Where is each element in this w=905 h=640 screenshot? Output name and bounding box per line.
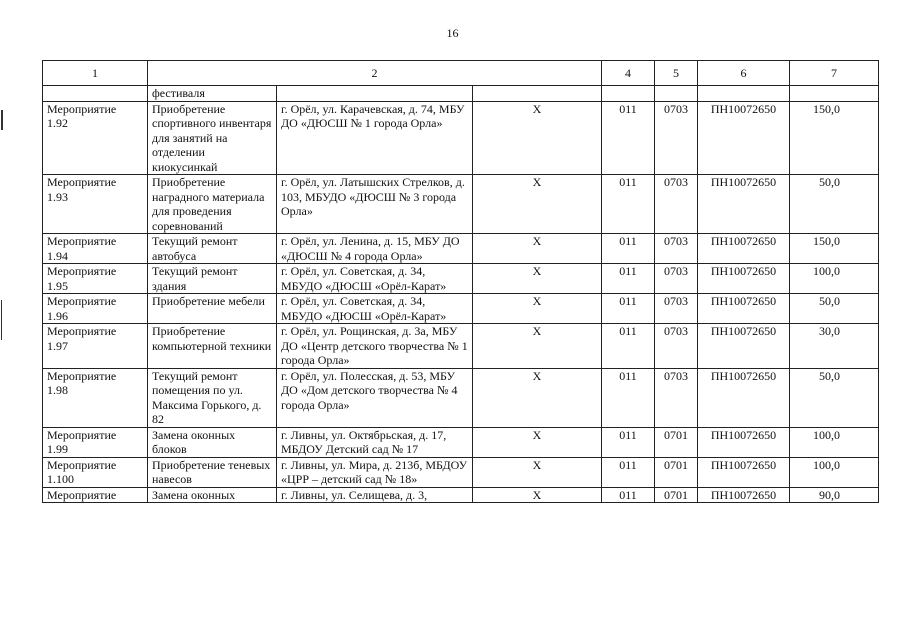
name-cell: Текущий ремонт автобуса — [148, 234, 277, 264]
table-row — [43, 234, 879, 264]
scan-artifact — [1, 110, 3, 130]
name-cell: Приобретение мебели — [148, 294, 277, 324]
col5-cell: 0703 — [655, 175, 698, 234]
col4-cell: 011 — [602, 234, 655, 264]
col3-cell: Х — [473, 427, 602, 457]
address-cell: г. Ливны, ул. Селищева, д. 3, — [277, 487, 473, 503]
col7-cell: 150,0 — [790, 234, 879, 264]
address-cell: г. Орёл, ул. Ленина, д. 15, МБУ ДО «ДЮСШ № 4 города Орла» — [277, 234, 473, 264]
event-cell: Мероприятие 1.97 — [43, 324, 148, 369]
col5-cell: 0701 — [655, 457, 698, 487]
col5-cell: 0703 — [655, 101, 698, 175]
col5-cell: 0703 — [655, 294, 698, 324]
address-cell: г. Орёл, ул. Рощинская, д. 3а, МБУ ДО «Центр детского творчества № 1 города Орла» — [277, 324, 473, 369]
col4-cell: 011 — [602, 264, 655, 294]
col3-cell: Х — [473, 487, 602, 503]
col4-cell: 011 — [602, 101, 655, 175]
name-cell: Текущий ремонт здания — [148, 264, 277, 294]
event-cell: Мероприятие 1.100 — [43, 457, 148, 487]
col7-cell: 30,0 — [790, 324, 879, 369]
col6-cell: ПН10072650 — [698, 324, 790, 369]
header-cell: 6 — [698, 61, 790, 86]
col7-cell: 50,0 — [790, 368, 879, 427]
col7-cell: 150,0 — [790, 101, 879, 175]
col3-cell: Х — [473, 101, 602, 175]
col5-cell: 0703 — [655, 368, 698, 427]
table-row — [43, 427, 879, 457]
table-row — [43, 457, 879, 487]
address-cell: г. Орёл, ул. Латышских Стрелков, д. 103, МБУДО «ДЮСШ № 3 города Орла» — [277, 175, 473, 234]
col6-cell: ПН10072650 — [698, 457, 790, 487]
col3-cell: Х — [473, 175, 602, 234]
col6-cell: ПН10072650 — [698, 427, 790, 457]
table-row — [43, 294, 879, 324]
col4-cell: 011 — [602, 324, 655, 369]
budget-table — [42, 60, 879, 503]
name-cell: Текущий ремонт помещения по ул. Максима Горького, д. 82 — [148, 368, 277, 427]
header-cell: 5 — [655, 61, 698, 86]
address-cell: г. Орёл, ул. Советская, д. 34, МБУДО «ДЮСШ «Орёл-Карат» — [277, 264, 473, 294]
col6-cell: ПН10072650 — [698, 487, 790, 503]
col5-cell: 0703 — [655, 234, 698, 264]
address-cell: г. Ливны, ул. Октябрьская, д. 17, МБДОУ Детский сад № 17 — [277, 427, 473, 457]
col7-cell: 90,0 — [790, 487, 879, 503]
address-cell: г. Орёл, ул. Советская, д. 34, МБУДО «ДЮСШ «Орёл-Карат» — [277, 294, 473, 324]
event-cell: Мероприятие 1.96 — [43, 294, 148, 324]
col7-cell: 50,0 — [790, 175, 879, 234]
col6-cell: ПН10072650 — [698, 264, 790, 294]
col6-cell: ПН10072650 — [698, 234, 790, 264]
continuation-text: фестиваля — [148, 86, 277, 102]
event-cell: Мероприятие 1.98 — [43, 368, 148, 427]
header-cell: 2 — [148, 61, 602, 86]
col3-cell: Х — [473, 234, 602, 264]
col5-cell: 0701 — [655, 487, 698, 503]
col7-cell: 100,0 — [790, 427, 879, 457]
col3-cell: Х — [473, 294, 602, 324]
event-cell: Мероприятие 1.95 — [43, 264, 148, 294]
address-cell: г. Орёл, ул. Полесская, д. 53, МБУ ДО «Дом детского творчества № 4 города Орла» — [277, 368, 473, 427]
col5-cell: 0703 — [655, 324, 698, 369]
table-row — [43, 324, 879, 369]
name-cell: Замена оконных — [148, 487, 277, 503]
col3-cell: Х — [473, 368, 602, 427]
col6-cell: ПН10072650 — [698, 175, 790, 234]
event-cell: Мероприятие 1.92 — [43, 101, 148, 175]
name-cell: Приобретение наградного материала для проведения соревнований — [148, 175, 277, 234]
col4-cell: 011 — [602, 487, 655, 503]
col6-cell: ПН10072650 — [698, 294, 790, 324]
name-cell: Приобретение теневых навесов — [148, 457, 277, 487]
col4-cell: 011 — [602, 175, 655, 234]
table-row — [43, 368, 879, 427]
table-row — [43, 487, 879, 503]
event-cell: Мероприятие 1.93 — [43, 175, 148, 234]
col3-cell: Х — [473, 324, 602, 369]
event-cell: Мероприятие — [43, 487, 148, 503]
col7-cell: 100,0 — [790, 457, 879, 487]
col7-cell: 100,0 — [790, 264, 879, 294]
name-cell: Приобретение компьютерной техники — [148, 324, 277, 369]
header-row — [43, 61, 879, 86]
table-row — [43, 175, 879, 234]
col7-cell: 50,0 — [790, 294, 879, 324]
name-cell: Приобретение спортивного инвентаря для занятий на отделении киокусинкай — [148, 101, 277, 175]
col4-cell: 011 — [602, 294, 655, 324]
col4-cell: 011 — [602, 368, 655, 427]
address-cell: г. Ливны, ул. Мира, д. 213б, МБДОУ «ЦРР – детский сад № 18» — [277, 457, 473, 487]
event-cell: Мероприятие 1.99 — [43, 427, 148, 457]
col3-cell: Х — [473, 264, 602, 294]
col3-cell: Х — [473, 457, 602, 487]
header-cell: 4 — [602, 61, 655, 86]
table-row — [43, 101, 879, 175]
continuation-row — [43, 86, 879, 102]
col4-cell: 011 — [602, 457, 655, 487]
header-cell: 7 — [790, 61, 879, 86]
col4-cell: 011 — [602, 427, 655, 457]
address-cell: г. Орёл, ул. Карачевская, д. 74, МБУ ДО «ДЮСШ № 1 города Орла» — [277, 101, 473, 175]
table-row — [43, 264, 879, 294]
header-cell: 1 — [43, 61, 148, 86]
col5-cell: 0701 — [655, 427, 698, 457]
scan-artifact — [1, 300, 2, 340]
col6-cell: ПН10072650 — [698, 368, 790, 427]
col6-cell: ПН10072650 — [698, 101, 790, 175]
col5-cell: 0703 — [655, 264, 698, 294]
event-cell: Мероприятие 1.94 — [43, 234, 148, 264]
page-number: 16 — [446, 26, 459, 40]
name-cell: Замена оконных блоков — [148, 427, 277, 457]
